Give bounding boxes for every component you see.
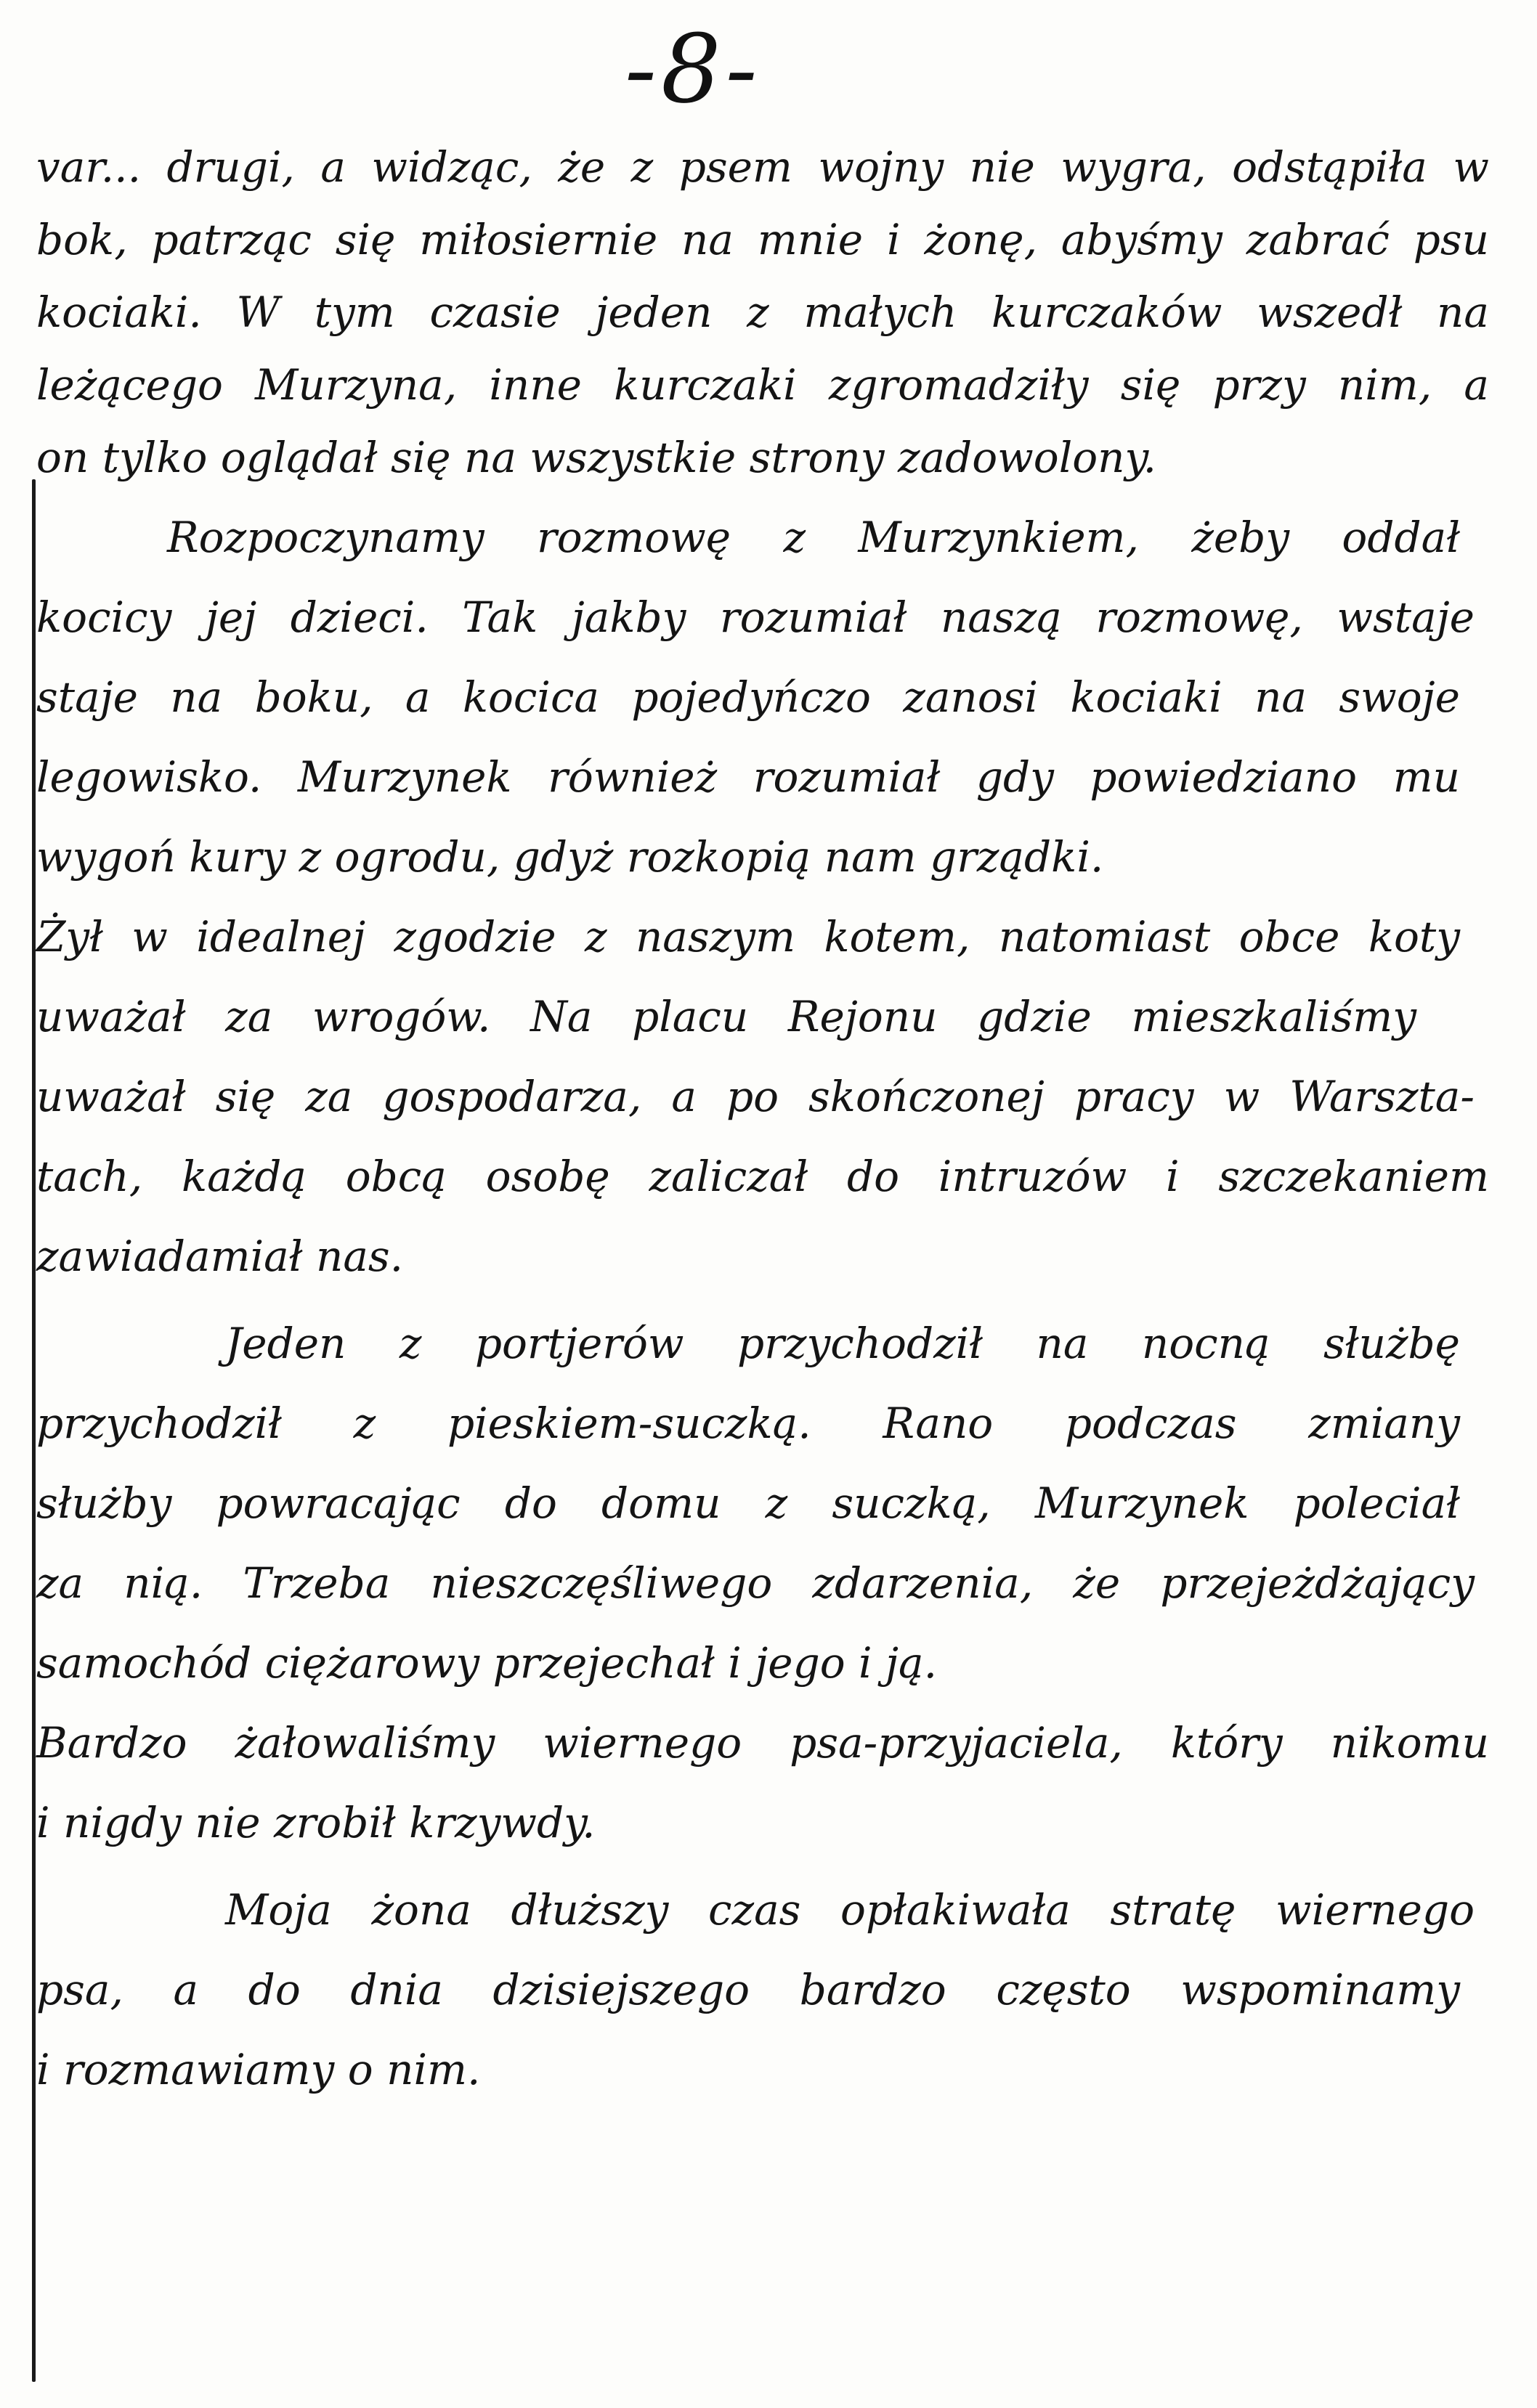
- text-line: Żył w idealnej zgodzie z naszym kotem, natomiast obce koty: [36, 912, 1460, 961]
- text-line: bok, patrząc się miłosiernie na mnie i żonę, abyśmy zabrać psu: [36, 215, 1489, 264]
- text-line: legowisko. Murzynek również rozumiał gdy powiedziano mu: [36, 752, 1460, 802]
- text-line: przychodził z pieskiem-suczką. Rano podczas zmiany: [36, 1399, 1460, 1448]
- text-line: za nią. Trzeba nieszczęśliwego zdarzenia, że przejeżdżający: [36, 1558, 1475, 1608]
- text-line: samochód ciężarowy przejechał i jego i ją.: [36, 1638, 938, 1688]
- text-line: tach, każdą obcą osobę zaliczał do intruzów i szczekaniem: [36, 1152, 1489, 1201]
- text-line: i nigdy nie zrobił krzywdy.: [36, 1798, 596, 1847]
- text-line: Jeden z portjerów przychodził na nocną służbę: [225, 1319, 1460, 1368]
- text-line: Rozpoczynamy rozmowę z Murzynkiem, żeby oddał: [167, 513, 1460, 562]
- text-line: służby powracając do domu z suczką, Murzynek poleciał: [36, 1478, 1460, 1528]
- text-line: kocicy jej dzieci. Tak jakby rozumiał naszą rozmowę, wstaje: [36, 593, 1475, 642]
- text-line: kociaki. W tym czasie jeden z małych kurczaków wszedł na: [36, 288, 1489, 337]
- text-line: Bardzo żałowaliśmy wiernego psa-przyjaciela, który nikomu: [36, 1718, 1489, 1768]
- text-line: on tylko oglądał się na wszystkie strony zadowolony.: [36, 433, 1157, 482]
- text-line: var... drugi, a widząc, że z psem wojny nie wygra, odstąpiła w: [36, 142, 1489, 192]
- left-margin-line: [32, 479, 36, 2382]
- text-line: Moja żona dłuższy czas opłakiwała stratę wiernego: [225, 1885, 1475, 1935]
- text-line: zawiadamiał nas.: [36, 1232, 404, 1281]
- text-line: leżącego Murzyna, inne kurczaki zgromadziły się przy nim, a: [36, 360, 1489, 410]
- text-line: psa, a do dnia dzisiejszego bardzo często wspominamy: [36, 1965, 1460, 2014]
- text-line: staje na boku, a kocica pojedyńczo zanosi kociaki na swoje: [36, 672, 1460, 722]
- text-line: wygoń kury z ogrodu, gdyż rozkopią nam grządki.: [36, 832, 1104, 882]
- text-line: uważał się za gospodarza, a po skończonej pracy w Warszta-: [36, 1072, 1475, 1121]
- text-line: uważał za wrogów. Na placu Rejonu gdzie mieszkaliśmy: [36, 992, 1416, 1041]
- text-line: i rozmawiamy o nim.: [36, 2045, 481, 2094]
- page-number: -8-: [625, 14, 762, 124]
